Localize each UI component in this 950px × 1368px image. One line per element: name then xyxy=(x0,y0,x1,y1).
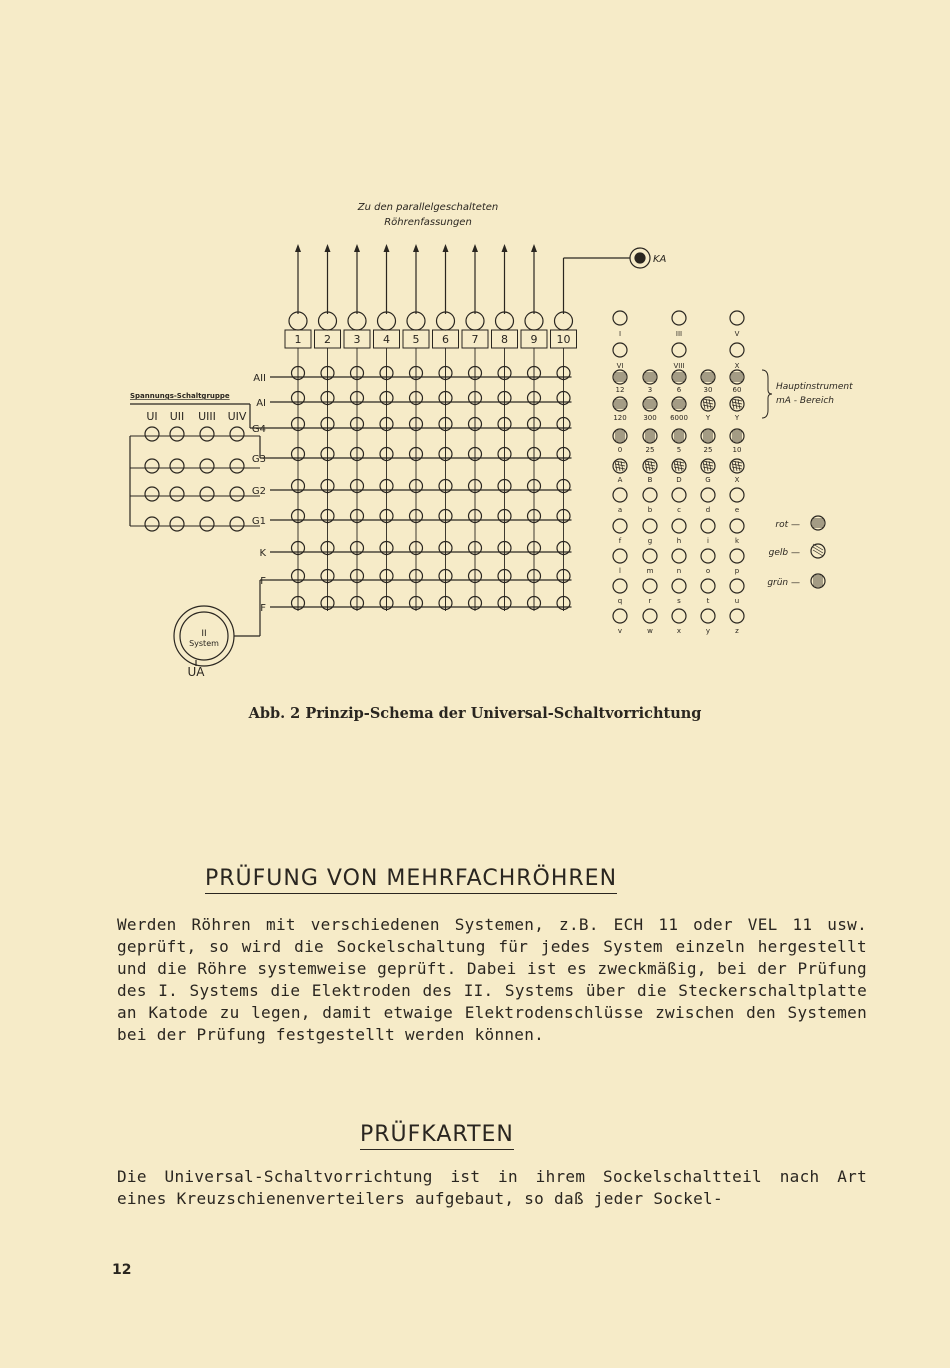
letter-terminal xyxy=(730,519,744,533)
column-number: 8 xyxy=(501,333,508,346)
crossbar-grid xyxy=(130,244,825,666)
range-label: Y xyxy=(705,414,711,422)
paragraph-pruefkarten: Die Universal-Schaltvorrichtung ist in ihrem Sockelschaltteil nach Art eines Kreuzschienenverteilers aufgebaut, so daß jeder Sockel- xyxy=(117,1167,867,1208)
letter-terminal xyxy=(701,609,715,623)
letter-terminal xyxy=(672,519,686,533)
range-label: 25 xyxy=(645,446,655,454)
letter-label: u xyxy=(734,597,740,605)
voltage-terminal xyxy=(145,487,159,501)
hatch-yellow xyxy=(648,461,650,471)
hatch-yellow xyxy=(674,461,676,471)
letter-label: t xyxy=(706,597,710,605)
letter-label: i xyxy=(707,537,709,545)
letter-terminal xyxy=(701,519,715,533)
hatch-yellow xyxy=(732,402,742,404)
range-switch xyxy=(672,311,686,325)
letter-label: h xyxy=(676,537,682,545)
hatch-yellow xyxy=(703,402,713,404)
letter-label: p xyxy=(734,567,740,575)
voltage-label: UIII xyxy=(198,410,216,423)
letter-terminal xyxy=(643,519,657,533)
range-switch xyxy=(613,343,627,357)
voltage-terminal xyxy=(145,517,159,531)
row-label: F xyxy=(260,603,266,614)
range-label: 3 xyxy=(647,386,653,394)
column-number: 2 xyxy=(324,333,331,346)
range-label: 25 xyxy=(703,446,713,454)
letter-label: f xyxy=(618,537,622,545)
hatch-yellow xyxy=(703,399,705,409)
letter-label: x xyxy=(676,627,682,635)
roman-label: III xyxy=(675,330,683,338)
column-number: 6 xyxy=(442,333,449,346)
paragraph-mehrfachroehren: Werden Röhren mit verschiedenen Systemen, z.B. ECH 11 oder VEL 11 usw. geprüft, so wird die Sockelschaltung für jedes System einzeln hergestellt und die Röhre systemweise geprüft. Dabei ist es zweckmäßig, bei der Prüfung des I. Systems die Elektroden des II. Systems über die Steckerschaltplatte an Katode zu legen, damit etwaige Elektrodenschlüsse zwischen den Systemen bei der Prüfung festgestellt werden können. xyxy=(117,915,867,1044)
range-label: 30 xyxy=(703,386,713,394)
hatch-yellow xyxy=(732,461,742,463)
system-label-line1: II xyxy=(201,629,207,639)
voltage-terminal xyxy=(230,459,244,473)
range-label: 0 xyxy=(617,446,623,454)
hatch-yellow xyxy=(615,464,625,466)
letter-terminal xyxy=(613,549,627,563)
column-terminal xyxy=(348,312,366,330)
instrument-brace xyxy=(762,370,772,418)
letter-label: A xyxy=(617,476,623,484)
letter-label: n xyxy=(676,567,682,575)
letter-label: X xyxy=(734,476,740,484)
letter-label: g xyxy=(647,537,653,545)
letter-label: v xyxy=(617,627,623,635)
letter-label: q xyxy=(617,597,623,605)
hatch-yellow xyxy=(813,547,823,553)
hatch-yellow xyxy=(706,399,708,409)
voltage-terminal xyxy=(230,427,244,441)
hatch-yellow xyxy=(645,461,647,471)
letter-terminal xyxy=(701,488,715,502)
top-label-line2: Röhrenfassungen xyxy=(384,217,472,228)
row-label: G1 xyxy=(251,516,266,527)
row-label: AII xyxy=(253,373,266,384)
column-number: 1 xyxy=(294,333,302,346)
voltage-terminal xyxy=(145,459,159,473)
range-label: 6000 xyxy=(670,414,688,422)
arrow-head xyxy=(295,244,301,252)
column-number: 3 xyxy=(353,333,361,346)
voltage-group-label: Spannungs-Schaltgruppe xyxy=(130,392,230,400)
column-terminal xyxy=(496,312,514,330)
letter-terminal xyxy=(701,579,715,593)
hatch-yellow xyxy=(735,399,737,409)
letter-label: d xyxy=(705,506,711,514)
range-switch xyxy=(730,311,744,325)
voltage-terminal xyxy=(230,517,244,531)
column-terminal xyxy=(319,312,337,330)
top-label-line1: Zu den parallelgeschalteten xyxy=(357,202,499,213)
legend-rot: rot — xyxy=(775,520,800,530)
hatch-yellow xyxy=(732,399,734,409)
arrow-head xyxy=(531,244,537,252)
letter-terminal xyxy=(672,488,686,502)
column-terminal xyxy=(437,312,455,330)
section-heading-mehrfachroehren: PRÜFUNG VON MEHRFACHRÖHREN xyxy=(205,866,617,894)
letter-label: a xyxy=(617,506,623,514)
hatch-yellow xyxy=(706,461,708,471)
legend-gruen: grün — xyxy=(767,578,800,588)
hatch-yellow xyxy=(813,550,823,556)
range-label: 12 xyxy=(615,386,625,394)
letter-label: s xyxy=(677,597,681,605)
letter-label: r xyxy=(648,597,652,605)
voltage-terminal xyxy=(145,427,159,441)
column-terminal xyxy=(555,312,573,330)
hatch-yellow xyxy=(703,461,705,471)
arrow-head xyxy=(384,244,390,252)
voltage-terminal xyxy=(170,487,184,501)
hatch-yellow xyxy=(674,461,684,463)
ua-label: UA xyxy=(187,665,205,679)
row-label: G2 xyxy=(251,486,266,497)
row-label: G3 xyxy=(251,454,266,465)
system-label-line2: System xyxy=(189,639,219,648)
letter-terminal xyxy=(613,519,627,533)
row-label: G4 xyxy=(251,424,266,435)
hatch-yellow xyxy=(703,399,713,401)
arrow-head xyxy=(502,244,508,252)
letter-label: o xyxy=(705,567,711,575)
voltage-terminal xyxy=(200,427,214,441)
hatch-yellow xyxy=(703,461,713,463)
column-number: 7 xyxy=(471,333,479,346)
voltage-label: UI xyxy=(146,410,158,423)
letter-terminal xyxy=(613,609,627,623)
column-terminal xyxy=(378,312,396,330)
row-label: F xyxy=(260,576,266,587)
column-number: 4 xyxy=(383,333,390,346)
row-label: K xyxy=(259,548,266,559)
voltage-terminal xyxy=(170,459,184,473)
main-instrument-line2: mA - Bereich xyxy=(776,396,834,406)
hatch-yellow xyxy=(677,461,679,471)
hatch-yellow xyxy=(618,461,620,471)
voltage-terminal xyxy=(170,427,184,441)
column-number: 10 xyxy=(556,333,571,346)
roman-label: VIII xyxy=(673,362,685,370)
roman-label: VI xyxy=(616,362,624,370)
letter-terminal xyxy=(730,609,744,623)
letter-terminal xyxy=(643,549,657,563)
range-label: 300 xyxy=(643,414,657,422)
letter-label: w xyxy=(647,627,653,635)
letter-label: c xyxy=(677,506,681,514)
hatch-yellow xyxy=(732,461,734,471)
column-terminal xyxy=(289,312,307,330)
roman-label: V xyxy=(734,330,740,338)
column-terminal xyxy=(525,312,543,330)
range-switch xyxy=(613,311,627,325)
letter-label: b xyxy=(647,506,653,514)
voltage-terminal xyxy=(170,517,184,531)
roman-label: X xyxy=(734,362,740,370)
page-number: 12 xyxy=(112,1262,132,1278)
ka-label: KA xyxy=(653,254,667,265)
letter-terminal xyxy=(730,579,744,593)
roman-label: I xyxy=(618,330,622,338)
column-number: 5 xyxy=(412,333,420,346)
letter-label: m xyxy=(646,567,654,575)
hatch-yellow xyxy=(732,399,742,401)
range-label: 10 xyxy=(732,446,742,454)
arrow-head xyxy=(472,244,478,252)
range-label: 60 xyxy=(732,386,742,394)
letter-terminal xyxy=(672,579,686,593)
letter-label: y xyxy=(705,627,711,635)
hatch-yellow xyxy=(735,461,737,471)
hatch-yellow xyxy=(703,464,713,466)
column-number: 9 xyxy=(530,333,538,346)
ka-terminal xyxy=(635,253,645,263)
range-label: 5 xyxy=(676,446,682,454)
letter-label: z xyxy=(735,627,739,635)
letter-label: e xyxy=(734,506,740,514)
letter-terminal xyxy=(730,488,744,502)
letter-terminal xyxy=(701,549,715,563)
circuit-diagram xyxy=(100,190,880,680)
legend-gelb: gelb — xyxy=(768,548,800,558)
hatch-yellow xyxy=(615,461,617,471)
hatch-yellow xyxy=(645,464,655,466)
row-label: AI xyxy=(256,398,266,409)
letter-terminal xyxy=(643,488,657,502)
main-instrument-line1: Hauptinstrument xyxy=(776,382,853,392)
voltage-label: UII xyxy=(169,410,185,423)
voltage-label: UIV xyxy=(227,410,247,423)
hatch-yellow xyxy=(732,464,742,466)
letter-label: l xyxy=(619,567,621,575)
letter-terminal xyxy=(730,549,744,563)
arrow-head xyxy=(325,244,331,252)
hatch-yellow xyxy=(645,461,655,463)
range-label: Y xyxy=(734,414,740,422)
hatch-yellow xyxy=(615,461,625,463)
arrow-head xyxy=(443,244,449,252)
section-heading-pruefkarten: PRÜFKARTEN xyxy=(360,1122,514,1150)
letter-label: B xyxy=(647,476,653,484)
letter-terminal xyxy=(613,488,627,502)
letter-terminal xyxy=(672,549,686,563)
voltage-terminal xyxy=(230,487,244,501)
letter-terminal xyxy=(613,579,627,593)
letter-label: k xyxy=(734,537,740,545)
letter-terminal xyxy=(643,579,657,593)
range-switch xyxy=(672,343,686,357)
figure-caption: Abb. 2 Prinzip-Schema der Universal-Schaltvorrichtung xyxy=(248,705,702,722)
letter-label: G xyxy=(705,476,711,484)
arrow-head xyxy=(413,244,419,252)
letter-terminal xyxy=(643,609,657,623)
arrow-head xyxy=(354,244,360,252)
letter-label: D xyxy=(676,476,682,484)
range-label: 120 xyxy=(613,414,627,422)
column-terminal xyxy=(466,312,484,330)
range-switch xyxy=(730,343,744,357)
letter-terminal xyxy=(672,609,686,623)
voltage-terminal xyxy=(200,487,214,501)
range-label: 6 xyxy=(676,386,682,394)
voltage-terminal xyxy=(200,459,214,473)
voltage-terminal xyxy=(200,517,214,531)
column-terminal xyxy=(407,312,425,330)
hatch-yellow xyxy=(674,464,684,466)
